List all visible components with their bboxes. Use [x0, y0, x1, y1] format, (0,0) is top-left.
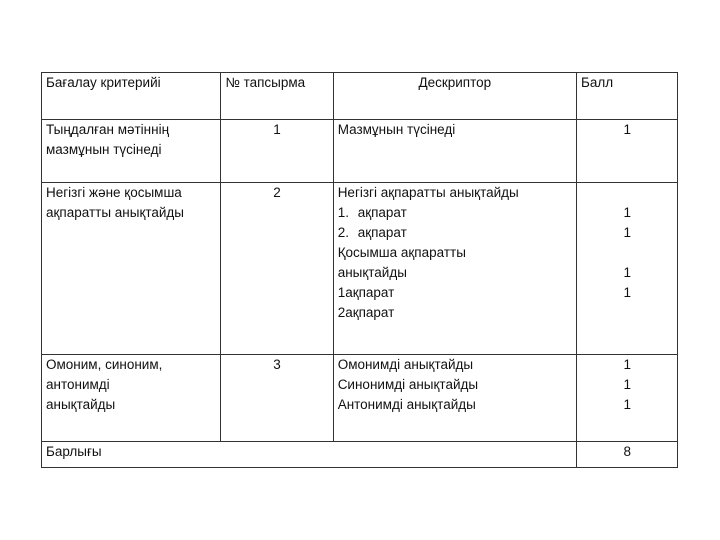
criterion-line: ақпаратты анықтайды: [46, 205, 185, 220]
descriptor-line: 1ақпарат: [337, 285, 395, 300]
descriptor-line: Негізгі ақпаратты анықтайды: [337, 185, 519, 200]
list-number: 1.: [337, 205, 349, 220]
descriptor-cell: [333, 355, 576, 442]
descriptor-cell: [333, 120, 576, 183]
score-value: 1: [623, 205, 631, 220]
task-no-cell: 2: [221, 183, 333, 355]
score-cell: [576, 355, 677, 442]
descriptor-list-item: [338, 223, 572, 243]
score-value: 1: [623, 225, 631, 240]
descriptor-line: Антонимді анықтайды: [337, 397, 476, 412]
descriptor-line: Синонимді анықтайды: [337, 377, 479, 392]
score-value: 1: [623, 397, 631, 412]
descriptor-list-item: [338, 203, 572, 223]
descriptor-line: 2ақпарат: [337, 305, 395, 320]
descriptor-line: Мазмұнын түсінеді: [337, 122, 456, 137]
task-no-cell: 3: [221, 355, 333, 442]
header-descriptor: Дескриптор: [333, 73, 576, 120]
list-text: ақпарат: [357, 205, 407, 220]
criterion-line: Негізгі және қосымша: [46, 185, 182, 200]
criterion-line: анықтайды: [46, 397, 116, 412]
header-score: Балл: [576, 73, 677, 120]
score-cell: 1: [576, 120, 677, 183]
descriptor-cell: [333, 183, 576, 355]
descriptor-line: анықтайды: [337, 265, 407, 280]
score-value: 1: [623, 265, 631, 280]
header-row: [42, 73, 678, 120]
criterion-line: антонимді: [46, 377, 110, 392]
score-spacer: [581, 243, 631, 263]
criterion-cell: [42, 120, 221, 183]
list-number: 2.: [337, 225, 349, 240]
criterion-cell: [42, 183, 221, 355]
criterion-line: Омоним, синоним,: [46, 357, 163, 372]
score-spacer: [581, 183, 631, 203]
criterion-line: мазмұнын түсінеді: [46, 142, 162, 157]
score-value: 1: [623, 357, 631, 372]
total-row: [42, 442, 678, 468]
total-value: 8: [576, 442, 677, 468]
total-label: Барлығы: [42, 442, 577, 468]
score-value: 1: [623, 285, 631, 300]
task-no-cell: 1: [221, 120, 333, 183]
table-row: [42, 183, 678, 355]
assessment-rubric-table: [41, 72, 678, 468]
table-row: [42, 355, 678, 442]
descriptor-line: Қосымша ақпаратты: [337, 245, 466, 260]
header-task-no: № тапсырма: [221, 73, 333, 120]
list-text: ақпарат: [357, 225, 407, 240]
criterion-cell: [42, 355, 221, 442]
score-value: 1: [623, 377, 631, 392]
score-cell: [576, 183, 677, 355]
table-row: [42, 120, 678, 183]
descriptor-line: Омонимді анықтайды: [337, 357, 474, 372]
header-criterion: Бағалау критерийі: [42, 73, 221, 120]
criterion-line: Тыңдалған мәтіннің: [46, 122, 170, 137]
